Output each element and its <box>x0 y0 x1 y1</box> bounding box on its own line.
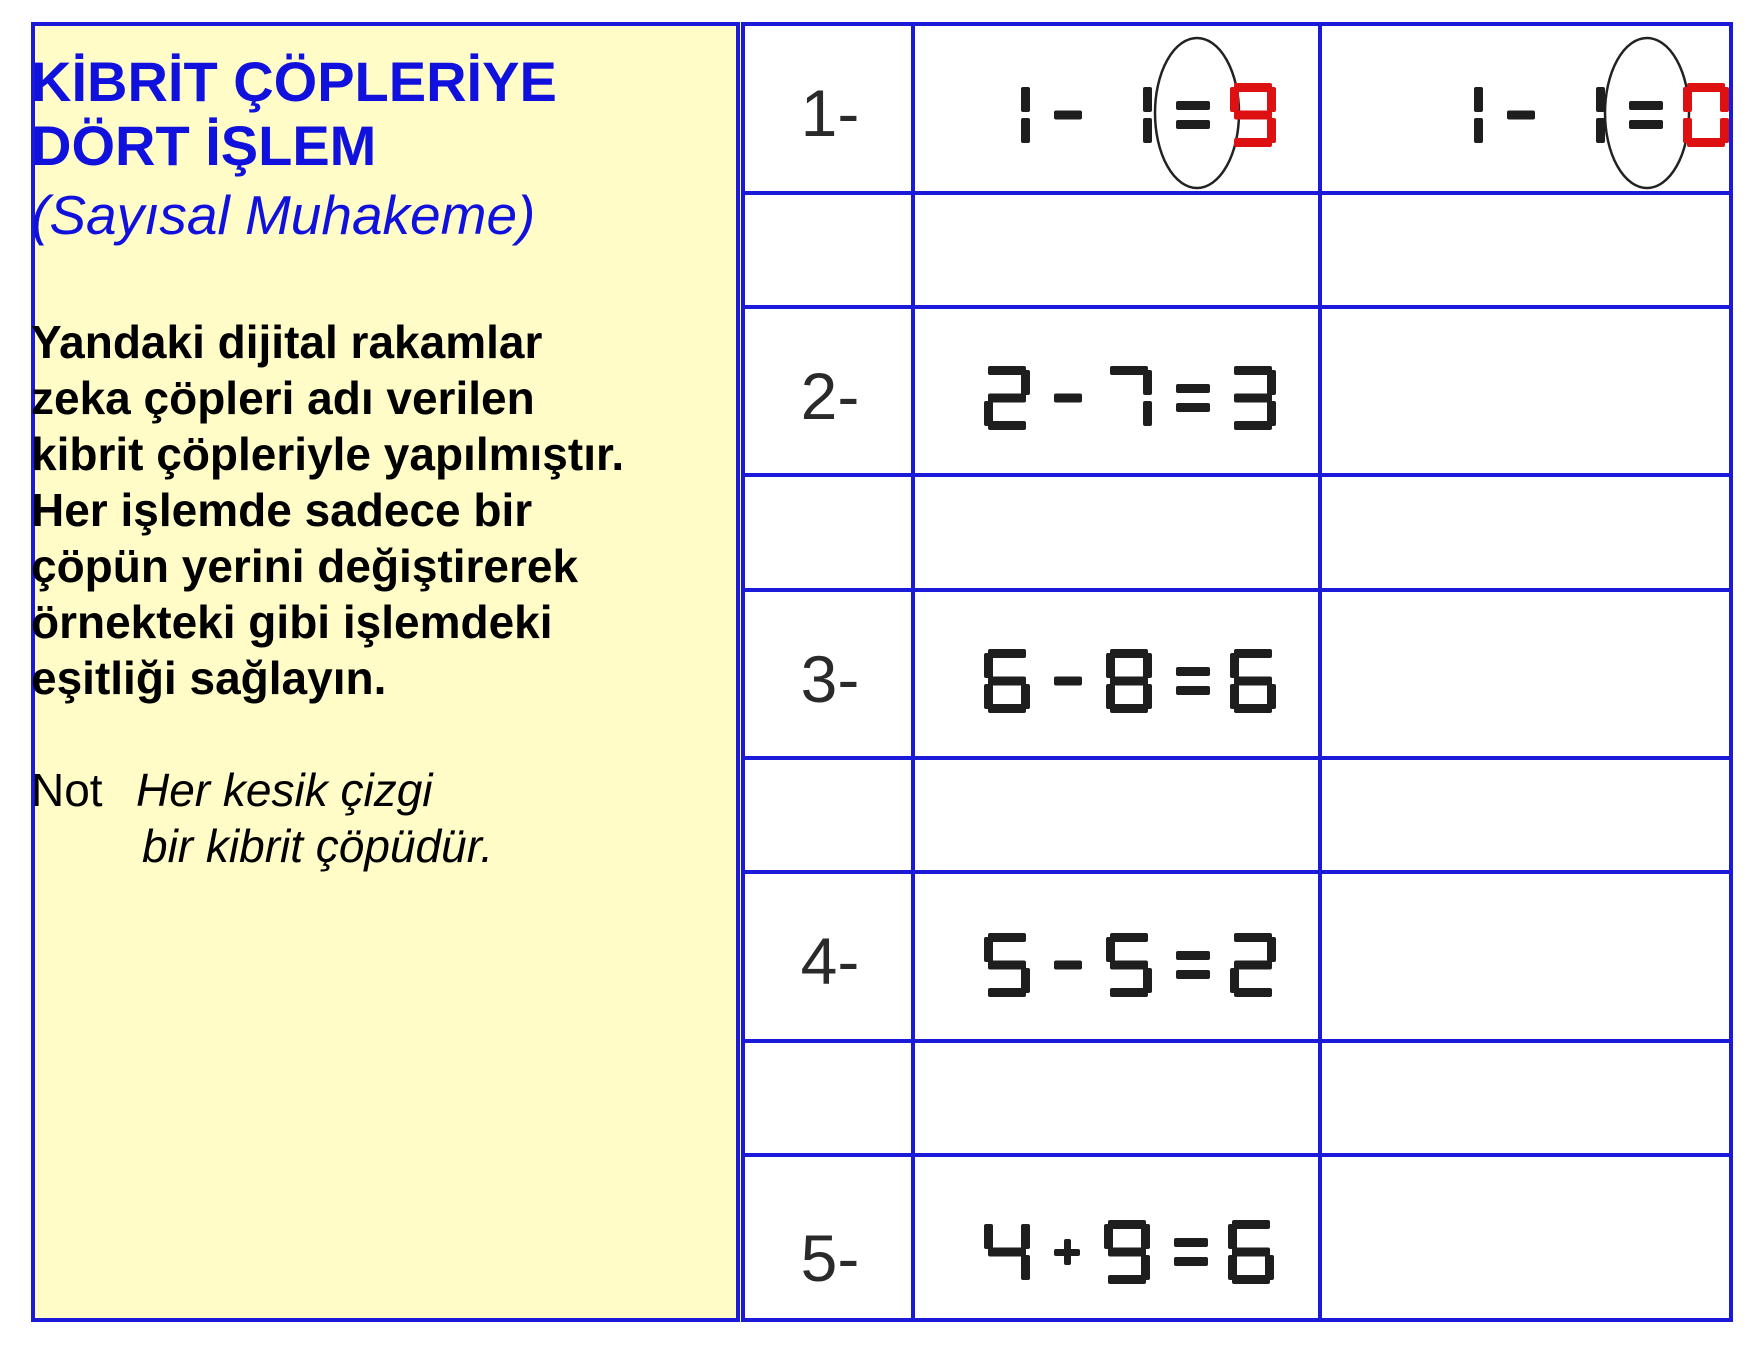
matchstick-segment <box>1234 83 1272 92</box>
matchstick-segment <box>1474 118 1483 143</box>
note-label: Not <box>31 764 103 816</box>
matchstick-segment <box>1596 87 1605 112</box>
matchstick-segment <box>984 937 993 962</box>
matchstick-segment <box>1234 394 1272 403</box>
matchstick-segment <box>1234 988 1272 997</box>
matchstick-segment <box>1064 1239 1071 1265</box>
matchstick-segment <box>988 677 1026 686</box>
matchstick-segment <box>1176 686 1210 695</box>
matchstick-segment <box>1596 118 1605 143</box>
matchstick-segment <box>1054 677 1082 686</box>
matchstick-segment <box>1143 370 1152 395</box>
note-line-2: bir kibrit çöpüdür. <box>142 820 494 872</box>
matchstick-segment <box>1110 677 1148 686</box>
instruction-line: zeka çöpleri adı verilen <box>31 372 535 424</box>
matchstick-segment <box>1720 87 1729 112</box>
title-line-1: KİBRİT ÇÖPLERİYE <box>31 50 557 113</box>
matchstick-segment <box>1110 649 1148 658</box>
problem-number-2: 2- <box>800 359 860 433</box>
matchstick-segment <box>988 704 1026 713</box>
matchstick-segment <box>984 1224 993 1249</box>
matchstick-segment <box>1143 653 1152 678</box>
matchstick-segment <box>988 933 1026 942</box>
matchstick-segment <box>1176 120 1210 129</box>
matchstick-segment <box>988 1248 1026 1257</box>
matchstick-segment <box>1234 649 1272 658</box>
matchstick-segment <box>1230 653 1239 678</box>
matchstick-segment <box>1143 118 1152 143</box>
matchstick-segment <box>1234 421 1272 430</box>
matchstick-segment <box>1054 961 1082 970</box>
matchstick-segment <box>988 649 1026 658</box>
matchstick-segment <box>1054 394 1082 403</box>
matchstick-segment <box>1507 111 1535 120</box>
matchstick-segment <box>1108 1248 1146 1257</box>
matchstick-segment <box>988 366 1026 375</box>
equation-5 <box>984 1220 1284 1290</box>
matchstick-segment <box>988 961 1026 970</box>
note-line-1: Her kesik çizgi <box>136 764 433 816</box>
equation-2 <box>984 366 1284 436</box>
page-subtitle: (Sayısal Muhakeme) <box>31 184 536 246</box>
matchstick-segment <box>988 988 1026 997</box>
matchstick-segment <box>1021 118 1030 143</box>
matchstick-segment <box>1234 366 1272 375</box>
matchstick-segment <box>1176 970 1210 979</box>
matchstick-segment <box>988 421 1026 430</box>
matchstick-segment <box>988 394 1026 403</box>
matchstick-segment <box>1106 684 1115 709</box>
matchstick-segment <box>1141 1224 1150 1249</box>
matchstick-segment <box>1683 87 1692 112</box>
matchstick-segment <box>1104 1224 1113 1249</box>
matchstick-segment <box>1174 1238 1208 1247</box>
matchstick-segment <box>1629 101 1663 110</box>
equation-1 <box>984 83 1284 153</box>
matchstick-segment <box>1110 704 1148 713</box>
matchstick-segment <box>1176 667 1210 676</box>
matchstick-segment <box>1021 370 1030 395</box>
matchstick-segment <box>1683 118 1692 143</box>
matchstick-segment <box>1176 101 1210 110</box>
matchstick-segment <box>1174 1257 1208 1266</box>
matchstick-segment <box>1234 961 1272 970</box>
matchstick-segment <box>1176 384 1210 393</box>
matchstick-segment <box>1110 988 1148 997</box>
matchstick-segment <box>1110 961 1148 970</box>
matchstick-segment <box>1234 138 1272 147</box>
matchstick-segment <box>1176 403 1210 412</box>
instruction-line: çöpün yerini değiştirerek <box>31 540 579 592</box>
matchstick-segment <box>1234 677 1272 686</box>
instruction-line: eşitliği sağlayın. <box>31 652 387 704</box>
matchstick-segment <box>1474 87 1483 112</box>
problem-number-1: 1- <box>800 76 860 150</box>
problem-number-3: 3- <box>800 642 860 716</box>
matchstick-segment <box>984 653 993 678</box>
matchstick-segment <box>1232 1248 1270 1257</box>
matchstick-segment <box>1234 704 1272 713</box>
matchstick-segment <box>1232 1220 1270 1229</box>
matchstick-segment <box>1267 937 1276 962</box>
matchstick-segment <box>1687 138 1725 147</box>
matchstick-segment <box>1021 684 1030 709</box>
instruction-line: Yandaki dijital rakamlar <box>31 316 543 368</box>
matchstick-segment <box>1265 1255 1274 1280</box>
matchstick-segment <box>1054 111 1082 120</box>
matchstick-segment <box>1234 933 1272 942</box>
answer-1 <box>1437 83 1737 153</box>
matchstick-segment <box>1234 111 1272 120</box>
matchstick-segment <box>1176 951 1210 960</box>
matchstick-segment <box>1110 933 1148 942</box>
instruction-line: kibrit çöpleriyle yapılmıştır. <box>31 428 625 480</box>
matchstick-segment <box>1143 401 1152 426</box>
matchstick-segment <box>1267 87 1276 112</box>
matchstick-segment <box>1106 653 1115 678</box>
problem-number-5: 5- <box>800 1221 860 1295</box>
matchstick-segment <box>1629 120 1663 129</box>
matchstick-segment <box>1110 366 1148 375</box>
matchstick-segment <box>1267 370 1276 395</box>
matchstick-segment <box>1143 87 1152 112</box>
matchstick-segment <box>1106 937 1115 962</box>
matchstick-segment <box>1267 684 1276 709</box>
title-line-2: DÖRT İŞLEM <box>31 114 377 177</box>
matchstick-segment <box>1108 1220 1146 1229</box>
problem-number-4: 4- <box>800 924 860 998</box>
equation-4 <box>984 933 1284 1003</box>
matchstick-segment <box>1228 1224 1237 1249</box>
instruction-line: örnekteki gibi işlemdeki <box>31 596 553 648</box>
matchstick-segment <box>1108 1275 1146 1284</box>
matchstick-segment <box>1232 1275 1270 1284</box>
matchstick-segment <box>1230 87 1239 112</box>
matchstick-segment <box>1687 83 1725 92</box>
matchstick-segment <box>1021 1255 1030 1280</box>
instruction-line: Her işlemde sadece bir <box>31 484 533 536</box>
matchstick-segment <box>1021 87 1030 112</box>
equation-3 <box>984 649 1284 719</box>
matchstick-segment <box>1021 1224 1030 1249</box>
